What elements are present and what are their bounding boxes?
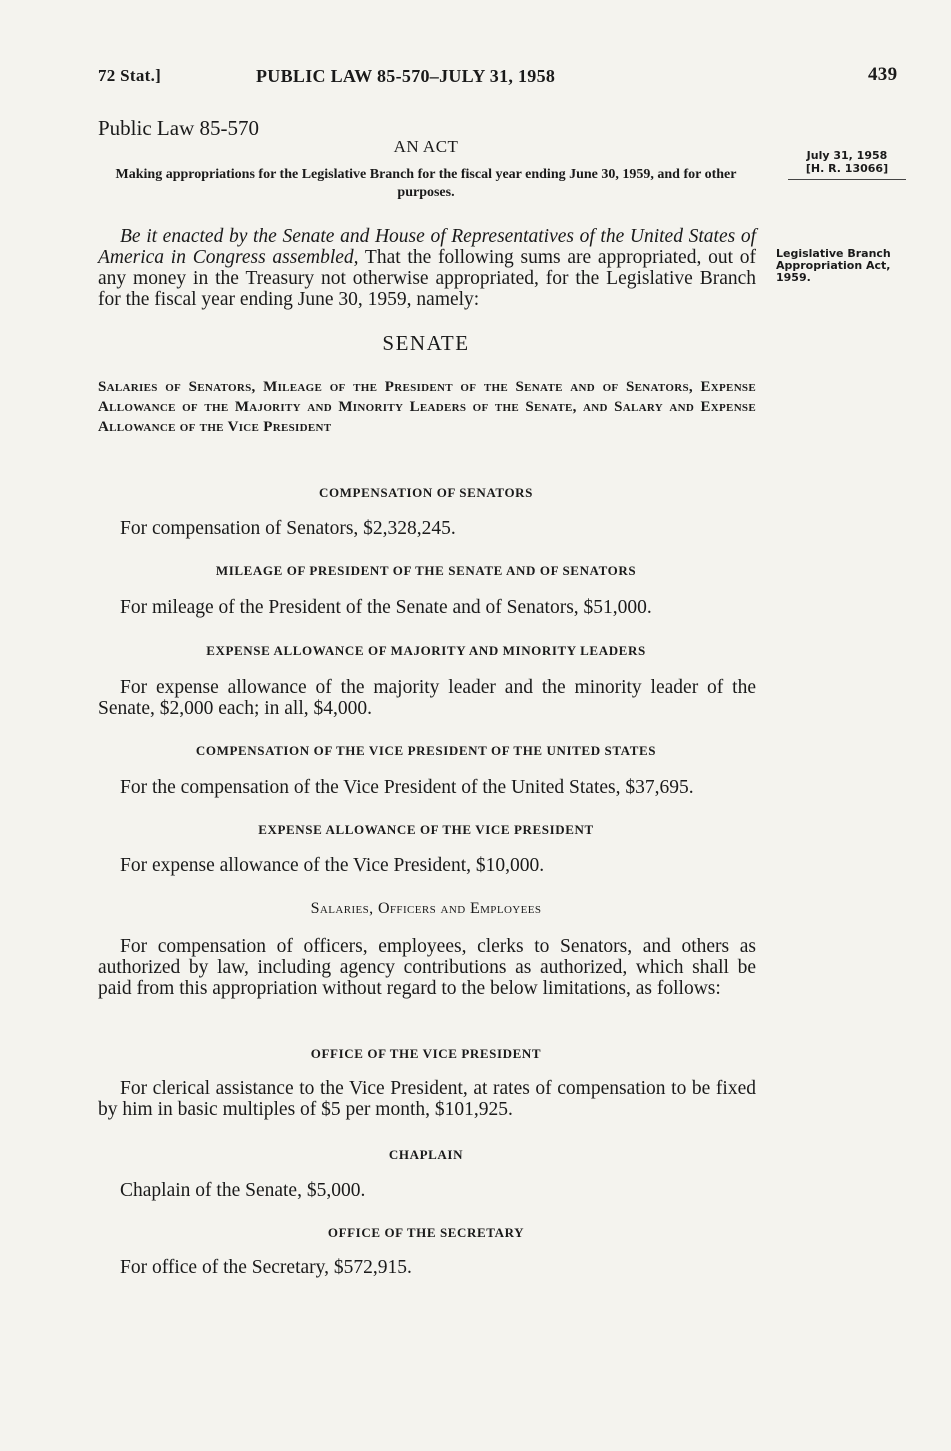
margin-bill: [H. R. 13066] — [805, 162, 889, 175]
section-heading: CHAPLAIN — [388, 1147, 464, 1162]
section-heading: COMPENSATION OF SENATORS — [318, 485, 533, 500]
section-text: For mileage of the President of the Senate and of Senators, $51,000. — [120, 597, 652, 618]
page-number: 439 — [868, 64, 898, 85]
salaries-heading: Salaries, Officers and Employees — [310, 900, 542, 917]
section-heading: OFFICE OF THE VICE PRESIDENT — [310, 1046, 542, 1061]
volume-label: 72 Stat.] — [98, 66, 162, 85]
act-title: AN ACT — [393, 137, 459, 156]
section-text: For clerical assistance to the Vice President, at rates of compensation to be fixed by him in basic multiples of $5 per month, $101,925. — [98, 1078, 756, 1120]
public-law-label: Public Law 85-570 — [98, 116, 259, 140]
section-heading: EXPENSE ALLOWANCE OF THE VICE PRESIDENT — [258, 822, 594, 837]
section-heading: EXPENSE ALLOWANCE OF MAJORITY AND MINORITY LEADERS — [206, 643, 646, 658]
enacting-clause — [98, 226, 756, 310]
section-heading: COMPENSATION OF THE VICE PRESIDENT OF THE UNITED STATES — [195, 743, 657, 758]
margin-rule — [788, 179, 906, 180]
margin-short-title: Legislative Branch Appropriation Act, 1959. — [776, 247, 891, 284]
section-heading: OFFICE OF THE SECRETARY — [327, 1225, 525, 1240]
enacting-clause-italic: Be it enacted by the Senate and House of Representatives of the United States of America in Congress assembled, — [98, 226, 756, 268]
senate-heading: SENATE — [382, 331, 470, 355]
senate-subheading-text: Salaries of Senators, Mileage of the President of the Senate and of Senators, Expense Allowance of the Majority and Minority Leaders of the Senate, and Salary and Expense Allowance of the Vice President — [98, 379, 756, 435]
section-text: For compensation of Senators, $2,328,245. — [120, 518, 456, 539]
act-subtitle: Making appropriations for the Legislative Branch for the fiscal year ending June 30, 1959, and for other purposes. — [115, 167, 737, 200]
section-text: For expense allowance of the majority leader and the minority leader of the Senate, $2,000 each; in all, $4,000. — [98, 677, 756, 719]
salaries-text: For compensation of officers, employees, clerks to Senators, and others as authorized by law, including agency contributions as authorized, which shall be paid from this appropriation without regard to the below limitations, as follows: — [98, 936, 756, 999]
section-text: For expense allowance of the Vice President, $10,000. — [120, 855, 545, 876]
enacting-clause-rest: That the following sums are appropriated, out of any money in the Treasury not otherwise appropriated, for the Legislative Branch for the fiscal year ending June 30, 1959, namely: — [98, 247, 756, 310]
running-title: PUBLIC LAW 85-570–JULY 31, 1958 — [256, 66, 556, 86]
senate-subheading — [98, 377, 756, 437]
section-text: For the compensation of the Vice President of the United States, $37,695. — [120, 777, 694, 798]
margin-date: July 31, 1958 — [806, 149, 888, 162]
section-text: For office of the Secretary, $572,915. — [120, 1257, 412, 1278]
section-heading: MILEAGE OF PRESIDENT OF THE SENATE AND OF SENATORS — [215, 563, 637, 578]
section-text: Chaplain of the Senate, $5,000. — [120, 1180, 366, 1201]
